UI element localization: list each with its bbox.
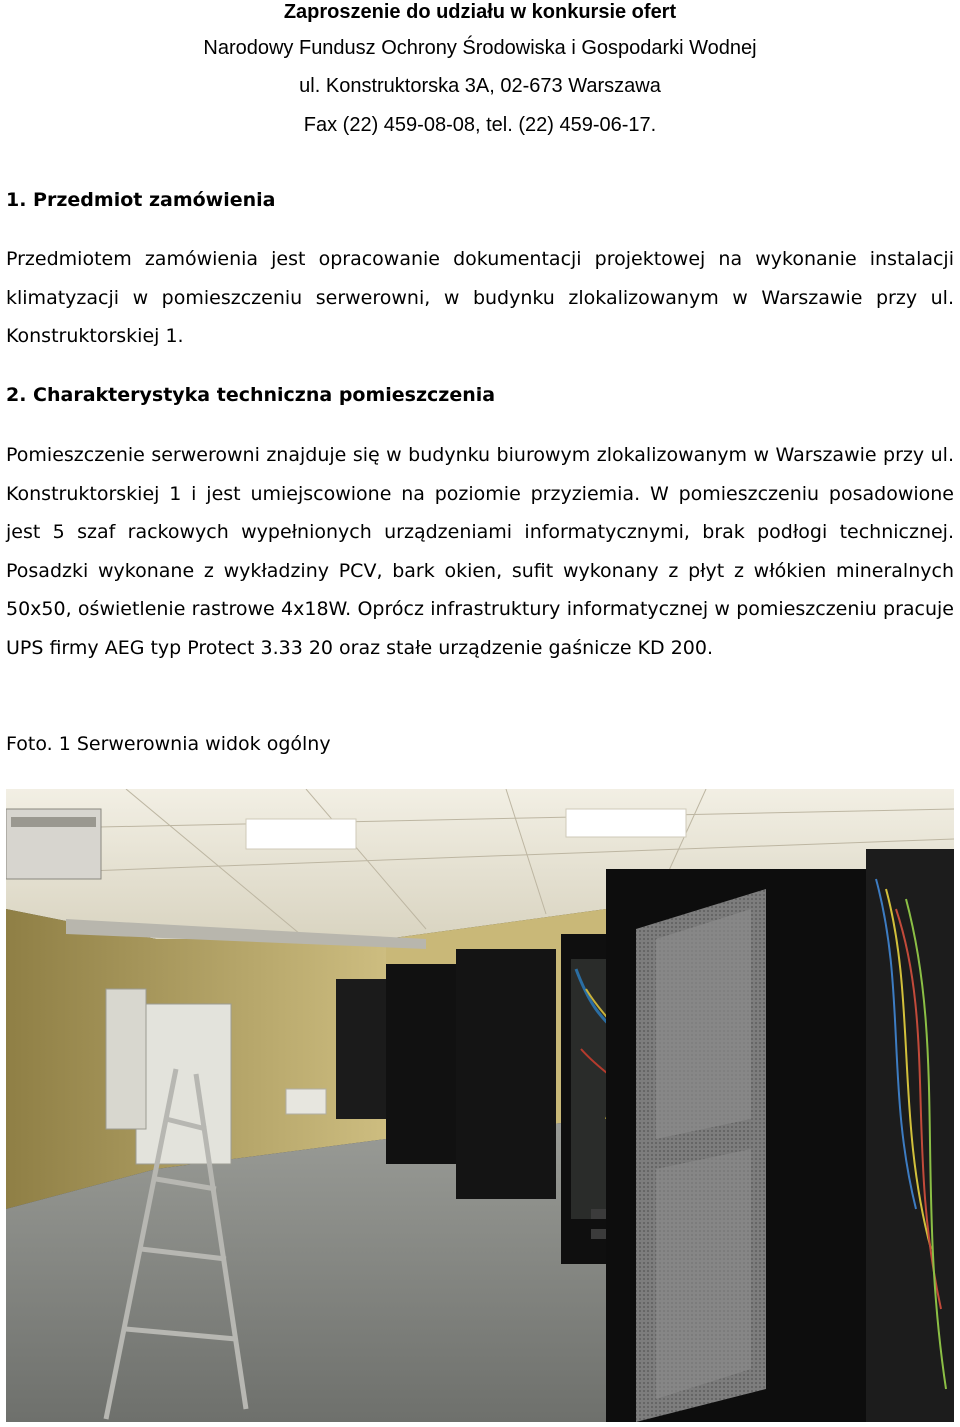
- server-room-illustration: [6, 789, 954, 1422]
- rack-door-panel: [656, 1149, 751, 1399]
- organization-address: ul. Konstruktorska 3A, 02-673 Warszawa: [299, 75, 661, 97]
- server-rack: [336, 979, 386, 1119]
- document-title: Zaproszenie do udziału w konkursie ofert: [283, 1, 677, 23]
- server-room-photo: [6, 789, 954, 1422]
- section-2-body: Pomieszczenie serwerowni znajduje się w budynku biurowym zlokalizowanym w Warszawie przy ul. Konstruktorskiej 1 i jest umiejscowione na poziomie przyziemia. W pomieszczeniu posadowione jest 5 szaf rackowych wypełnionych urządzeniami informatycznymi, brak podłogi technicznej. Posadzki wykonane z wykładziny PCV, bark okien, sufit wykonany z płyt z włókien mineralnych 50x50, oświetlenie rastrowe 4x18W. Oprócz infrastruktury informatycznej w pomieszczeniu pracuje UPS firmy AEG typ Protect 3.33 20 oraz stałe urządzenie gaśnicze KD 200.: [6, 444, 954, 659]
- organization-name: Narodowy Fundusz Ochrony Środowiska i Gospodarki Wodnej: [203, 37, 757, 59]
- ceiling-light: [566, 809, 686, 837]
- ac-vent: [11, 817, 96, 827]
- section-2-heading: 2. Charakterystyka techniczna pomieszczenia: [6, 384, 496, 406]
- section-1-body: Przedmiotem zamówienia jest opracowanie dokumentacji projektowej na wykonanie instalacji klimatyzacji w pomieszczeniu serwerowni, w budynku zlokalizowanym w Warszawie przy ul. Konstruktorskiej 1.: [6, 248, 954, 347]
- wall-box: [106, 989, 146, 1129]
- rack-frame: [866, 849, 954, 1422]
- organization-contact: Fax (22) 459-08-08, tel. (22) 459-06-17.: [303, 114, 657, 136]
- ups-cabinet: [136, 1004, 231, 1164]
- ceiling-light: [246, 819, 356, 849]
- section-1-heading: 1. Przedmiot zamówienia: [6, 189, 276, 211]
- rack-door-panel: [656, 909, 751, 1139]
- radiator: [286, 1089, 326, 1114]
- server-rack: [386, 964, 456, 1164]
- server-rack: [456, 949, 556, 1199]
- photo-caption: Foto. 1 Serwerownia widok ogólny: [6, 733, 331, 755]
